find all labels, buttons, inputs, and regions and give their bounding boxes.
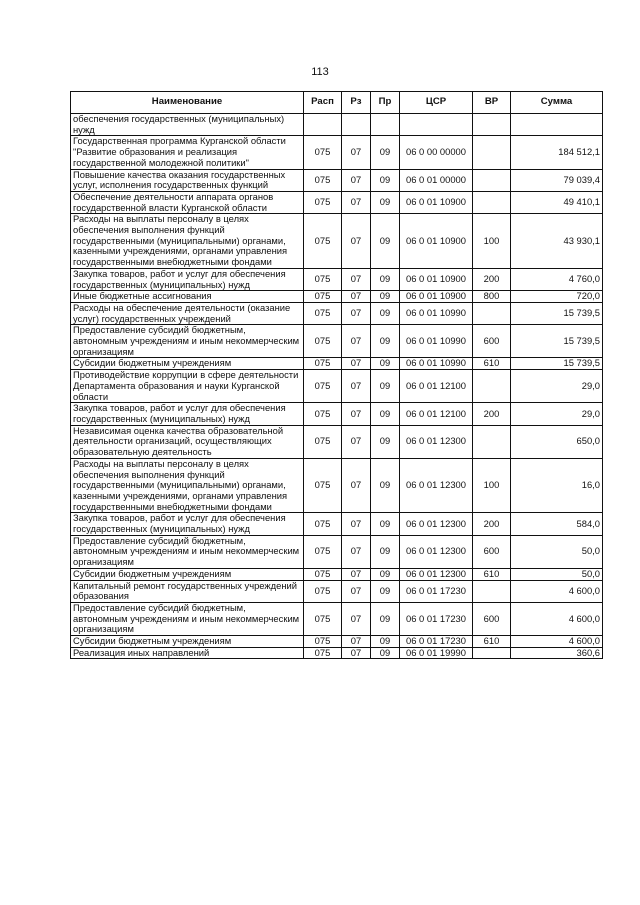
cell-sum: 50,0 <box>511 568 603 580</box>
cell-vr <box>473 136 511 169</box>
cell-sum: 4 600,0 <box>511 580 603 602</box>
cell-name: обеспечения государственных (муниципальных) нужд <box>71 114 304 136</box>
cell-sum: 650,0 <box>511 425 603 458</box>
header-rz: Рз <box>342 92 371 114</box>
cell-rz: 07 <box>342 647 371 659</box>
cell-vr: 100 <box>473 214 511 269</box>
cell-sum: 29,0 <box>511 403 603 425</box>
table-row <box>71 136 603 169</box>
cell-name: Расходы на выплаты персоналу в целях обеспечения выполнения функций государственными (муниципальными) органами, казенными учреждениями, органами управления государственными внебюджетными фондами <box>71 214 304 269</box>
table-row <box>71 535 603 568</box>
table-body <box>71 114 603 659</box>
table-row <box>71 580 603 602</box>
cell-vr: 610 <box>473 636 511 648</box>
cell-vr <box>473 191 511 213</box>
cell-pr: 09 <box>371 268 400 290</box>
cell-rasp: 075 <box>304 370 342 403</box>
cell-rz <box>342 114 371 136</box>
cell-sum: 43 930,1 <box>511 214 603 269</box>
cell-vr: 610 <box>473 568 511 580</box>
cell-sum: 4 600,0 <box>511 602 603 635</box>
cell-sum: 360,6 <box>511 647 603 659</box>
cell-vr <box>473 647 511 659</box>
table-row <box>71 458 603 513</box>
cell-csr: 06 0 01 10900 <box>400 191 473 213</box>
cell-pr: 09 <box>371 602 400 635</box>
cell-rz: 07 <box>342 291 371 303</box>
cell-rz: 07 <box>342 136 371 169</box>
cell-name: Иные бюджетные ассигнования <box>71 291 304 303</box>
cell-rz: 07 <box>342 370 371 403</box>
cell-csr: 06 0 01 10990 <box>400 302 473 324</box>
cell-rasp: 075 <box>304 458 342 513</box>
cell-name: Государственная программа Курганской области "Развитие образования и реализация государственной молодежной политики" <box>71 136 304 169</box>
table-row <box>71 358 603 370</box>
cell-name: Закупка товаров, работ и услуг для обеспечения государственных (муниципальных) нужд <box>71 513 304 535</box>
cell-vr: 610 <box>473 358 511 370</box>
cell-csr: 06 0 01 10990 <box>400 358 473 370</box>
table-row <box>71 325 603 358</box>
cell-rasp: 075 <box>304 268 342 290</box>
cell-rasp: 075 <box>304 602 342 635</box>
cell-csr: 06 0 01 12300 <box>400 425 473 458</box>
table-row <box>71 291 603 303</box>
cell-vr: 600 <box>473 602 511 635</box>
table-row <box>71 114 603 136</box>
cell-pr: 09 <box>371 513 400 535</box>
cell-rasp: 075 <box>304 425 342 458</box>
cell-sum <box>511 114 603 136</box>
cell-vr: 600 <box>473 325 511 358</box>
cell-csr: 06 0 01 12300 <box>400 535 473 568</box>
cell-pr: 09 <box>371 169 400 191</box>
cell-rasp: 075 <box>304 358 342 370</box>
header-vr: ВР <box>473 92 511 114</box>
cell-csr: 06 0 01 17230 <box>400 580 473 602</box>
cell-csr: 06 0 01 12300 <box>400 513 473 535</box>
table-row <box>71 636 603 648</box>
table-row <box>71 602 603 635</box>
cell-rz: 07 <box>342 325 371 358</box>
header-rasp: Расп <box>304 92 342 114</box>
cell-pr: 09 <box>371 425 400 458</box>
table-row <box>71 214 603 269</box>
cell-pr: 09 <box>371 568 400 580</box>
table-row <box>71 302 603 324</box>
cell-pr: 09 <box>371 403 400 425</box>
cell-csr: 06 0 01 12100 <box>400 370 473 403</box>
cell-name: Независимая оценка качества образовательной деятельности организаций, осуществляющих образовательную деятельность <box>71 425 304 458</box>
cell-vr <box>473 425 511 458</box>
cell-pr: 09 <box>371 458 400 513</box>
page-number: 113 <box>311 66 329 78</box>
cell-vr: 200 <box>473 513 511 535</box>
cell-vr: 800 <box>473 291 511 303</box>
header-csr: ЦСР <box>400 92 473 114</box>
cell-rz: 07 <box>342 191 371 213</box>
cell-vr <box>473 169 511 191</box>
cell-rasp: 075 <box>304 403 342 425</box>
cell-vr <box>473 114 511 136</box>
cell-rz: 07 <box>342 513 371 535</box>
cell-pr: 09 <box>371 302 400 324</box>
cell-csr <box>400 114 473 136</box>
cell-rasp: 075 <box>304 325 342 358</box>
cell-csr: 06 0 01 12300 <box>400 458 473 513</box>
cell-name: Капитальный ремонт государственных учреждений образования <box>71 580 304 602</box>
cell-name: Субсидии бюджетным учреждениям <box>71 568 304 580</box>
cell-sum: 4 760,0 <box>511 268 603 290</box>
cell-rasp: 075 <box>304 636 342 648</box>
cell-rz: 07 <box>342 358 371 370</box>
cell-vr: 200 <box>473 268 511 290</box>
cell-pr: 09 <box>371 370 400 403</box>
cell-pr: 09 <box>371 191 400 213</box>
cell-csr: 06 0 01 00000 <box>400 169 473 191</box>
cell-name: Предоставление субсидий бюджетным, автономным учреждениям и иным некоммерческим организациям <box>71 602 304 635</box>
budget-table <box>70 91 603 659</box>
cell-name: Закупка товаров, работ и услуг для обеспечения государственных (муниципальных) нужд <box>71 403 304 425</box>
cell-csr: 06 0 01 10900 <box>400 268 473 290</box>
cell-vr: 200 <box>473 403 511 425</box>
table-row <box>71 647 603 659</box>
cell-sum: 15 739,5 <box>511 302 603 324</box>
cell-rz: 07 <box>342 535 371 568</box>
cell-rasp: 075 <box>304 580 342 602</box>
cell-rz: 07 <box>342 425 371 458</box>
cell-rasp: 075 <box>304 136 342 169</box>
cell-pr: 09 <box>371 636 400 648</box>
cell-name: Расходы на обеспечение деятельности (оказание услуг) государственных учреждений <box>71 302 304 324</box>
cell-sum: 16,0 <box>511 458 603 513</box>
cell-name: Предоставление субсидий бюджетным, автономным учреждениям и иным некоммерческим организациям <box>71 535 304 568</box>
cell-rz: 07 <box>342 602 371 635</box>
cell-sum: 15 739,5 <box>511 325 603 358</box>
cell-vr <box>473 302 511 324</box>
cell-rz: 07 <box>342 268 371 290</box>
cell-rasp: 075 <box>304 214 342 269</box>
cell-rz: 07 <box>342 580 371 602</box>
cell-rz: 07 <box>342 636 371 648</box>
cell-name: Реализация иных направлений <box>71 647 304 659</box>
cell-rasp <box>304 114 342 136</box>
cell-vr <box>473 580 511 602</box>
cell-rz: 07 <box>342 458 371 513</box>
cell-pr: 09 <box>371 291 400 303</box>
cell-pr: 09 <box>371 535 400 568</box>
cell-csr: 06 0 00 00000 <box>400 136 473 169</box>
cell-name: Повышение качества оказания государственных услуг, исполнения государственных функций <box>71 169 304 191</box>
cell-pr: 09 <box>371 325 400 358</box>
table-row <box>71 513 603 535</box>
cell-rz: 07 <box>342 214 371 269</box>
cell-name: Расходы на выплаты персоналу в целях обеспечения выполнения функций государственными (муниципальными) органами, казенными учреждениями, органами управления государственными внебюджетными фондами <box>71 458 304 513</box>
cell-name: Субсидии бюджетным учреждениям <box>71 636 304 648</box>
cell-csr: 06 0 01 10990 <box>400 325 473 358</box>
cell-sum: 15 739,5 <box>511 358 603 370</box>
cell-sum: 50,0 <box>511 535 603 568</box>
cell-csr: 06 0 01 10900 <box>400 291 473 303</box>
cell-rz: 07 <box>342 403 371 425</box>
table-header-row <box>71 92 603 114</box>
header-pr: Пр <box>371 92 400 114</box>
table-row <box>71 169 603 191</box>
cell-name: Закупка товаров, работ и услуг для обеспечения государственных (муниципальных) нужд <box>71 268 304 290</box>
table-row <box>71 568 603 580</box>
table-row <box>71 370 603 403</box>
cell-vr <box>473 370 511 403</box>
cell-pr <box>371 114 400 136</box>
cell-csr: 06 0 01 17230 <box>400 636 473 648</box>
cell-pr: 09 <box>371 358 400 370</box>
cell-rasp: 075 <box>304 169 342 191</box>
cell-sum: 720,0 <box>511 291 603 303</box>
table-row <box>71 268 603 290</box>
header-name: Наименование <box>71 92 304 114</box>
cell-name: Субсидии бюджетным учреждениям <box>71 358 304 370</box>
table-row <box>71 403 603 425</box>
cell-rasp: 075 <box>304 291 342 303</box>
cell-csr: 06 0 01 12300 <box>400 568 473 580</box>
cell-pr: 09 <box>371 647 400 659</box>
cell-sum: 29,0 <box>511 370 603 403</box>
cell-pr: 09 <box>371 214 400 269</box>
cell-pr: 09 <box>371 136 400 169</box>
cell-sum: 79 039,4 <box>511 169 603 191</box>
header-sum: Сумма <box>511 92 603 114</box>
cell-sum: 49 410,1 <box>511 191 603 213</box>
cell-rasp: 075 <box>304 191 342 213</box>
cell-rasp: 075 <box>304 568 342 580</box>
table-row <box>71 191 603 213</box>
cell-sum: 184 512,1 <box>511 136 603 169</box>
cell-csr: 06 0 01 10900 <box>400 214 473 269</box>
cell-name: Предоставление субсидий бюджетным, автономным учреждениям и иным некоммерческим организациям <box>71 325 304 358</box>
cell-sum: 4 600,0 <box>511 636 603 648</box>
cell-csr: 06 0 01 17230 <box>400 602 473 635</box>
cell-rz: 07 <box>342 302 371 324</box>
cell-rasp: 075 <box>304 302 342 324</box>
cell-sum: 584,0 <box>511 513 603 535</box>
cell-pr: 09 <box>371 580 400 602</box>
cell-csr: 06 0 01 19990 <box>400 647 473 659</box>
table-row <box>71 425 603 458</box>
cell-rz: 07 <box>342 169 371 191</box>
cell-name: Обеспечение деятельности аппарата органов государственной власти Курганской области <box>71 191 304 213</box>
cell-vr: 600 <box>473 535 511 568</box>
cell-rasp: 075 <box>304 535 342 568</box>
cell-rasp: 075 <box>304 647 342 659</box>
cell-rasp: 075 <box>304 513 342 535</box>
cell-csr: 06 0 01 12100 <box>400 403 473 425</box>
cell-name: Противодействие коррупции в сфере деятельности Департамента образования и науки Курганской области <box>71 370 304 403</box>
cell-rz: 07 <box>342 568 371 580</box>
cell-vr: 100 <box>473 458 511 513</box>
